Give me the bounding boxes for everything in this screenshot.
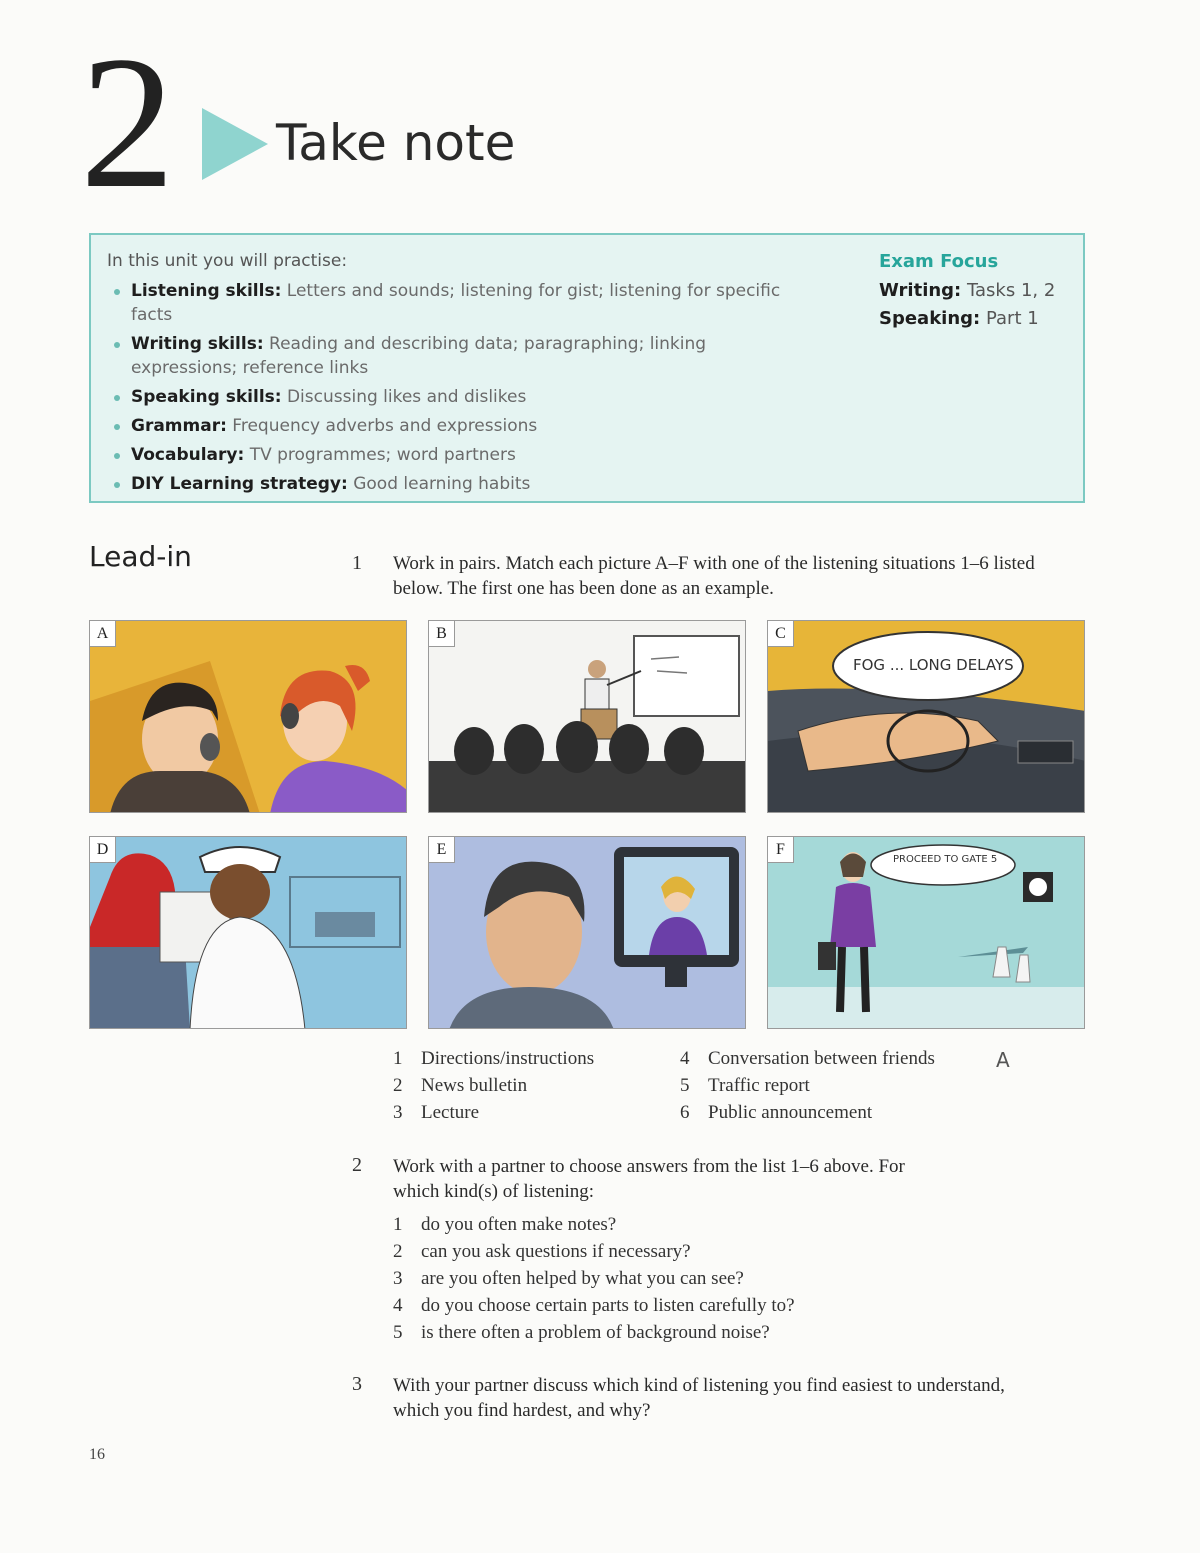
picture-b-label: B <box>429 621 455 647</box>
task-1-text: Work in pairs. Match each picture A–F with one of the listening situations 1–6 listed below. The first one has been done as an example. <box>393 553 1035 599</box>
task-2-questions <box>393 1214 795 1349</box>
question-text: are you often helped by what you can see? <box>421 1268 744 1289</box>
skill-item <box>113 414 813 438</box>
situation-number: 4 <box>680 1048 690 1069</box>
unit-number: 2 <box>80 18 175 228</box>
skill-item <box>113 443 813 467</box>
skill-label: Grammar: <box>131 416 227 436</box>
skill-text: Discussing likes and dislikes <box>286 387 527 407</box>
situation-item <box>393 1075 594 1102</box>
picture-d-label: D <box>90 837 116 863</box>
focus-intro: In this unit you will practise: <box>107 251 348 271</box>
skill-label: Vocabulary: <box>131 445 245 465</box>
situation-number: 1 <box>393 1048 403 1069</box>
picture-f-label: F <box>768 837 794 863</box>
situation-item <box>393 1048 594 1075</box>
skill-item <box>113 332 813 380</box>
situation-item <box>393 1102 594 1129</box>
exam-focus-heading: Exam Focus <box>879 251 999 272</box>
picture-d <box>89 836 407 1029</box>
picture-c-illustration <box>768 621 1085 813</box>
picture-a <box>89 620 407 813</box>
situation-text: News bulletin <box>421 1075 528 1096</box>
exam-focus <box>879 251 1055 336</box>
skill-text: Good learning habits <box>353 474 531 494</box>
skill-label: Writing skills: <box>131 334 264 354</box>
task-3-text: With your partner discuss which kind of listening you find easiest to understand, which you find hardest, and why? <box>393 1375 1005 1421</box>
question-number: 3 <box>393 1268 403 1289</box>
picture-f <box>767 836 1085 1029</box>
question-text: do you choose certain parts to listen carefully to? <box>421 1295 795 1316</box>
task-3-number: 3 <box>352 1373 362 1395</box>
picture-c-bubble: FOG ... LONG DELAYS <box>853 656 1014 674</box>
situation-text: Public announcement <box>708 1102 873 1123</box>
picture-e-label: E <box>429 837 455 863</box>
situation-text: Directions/instructions <box>421 1048 595 1069</box>
picture-c-label: C <box>768 621 794 647</box>
unit-title: Take note <box>276 114 516 172</box>
skill-text: Letters and sounds; listening for gist; listening for specific facts <box>131 281 781 325</box>
question-number: 2 <box>393 1241 403 1262</box>
exam-speaking <box>879 308 1055 329</box>
picture-a-label: A <box>90 621 116 647</box>
situation-item <box>680 1075 935 1102</box>
question-item <box>393 1322 795 1349</box>
situations-list-right <box>680 1048 935 1129</box>
situation-number: 6 <box>680 1102 690 1123</box>
page-number: 16 <box>89 1446 105 1463</box>
skill-text: TV programmes; word partners <box>249 445 516 465</box>
exam-speaking-value: Part 1 <box>985 308 1039 329</box>
skill-text: Reading and describing data; paragraphing; linking expressions; reference links <box>131 334 707 378</box>
unit-arrow-icon <box>202 108 268 180</box>
exam-writing-label: Writing: <box>879 280 962 301</box>
picture-e-illustration <box>429 837 746 1029</box>
question-item <box>393 1295 795 1322</box>
skill-item <box>113 472 813 496</box>
skill-label: Listening skills: <box>131 281 282 301</box>
question-number: 5 <box>393 1322 403 1343</box>
picture-c <box>767 620 1085 813</box>
question-item <box>393 1268 795 1295</box>
question-text: do you often make notes? <box>421 1214 617 1235</box>
skill-label: Speaking skills: <box>131 387 282 407</box>
question-number: 4 <box>393 1295 403 1316</box>
skills-list <box>113 279 813 501</box>
skill-label: DIY Learning strategy: <box>131 474 348 494</box>
skill-item <box>113 279 813 327</box>
question-item <box>393 1214 795 1241</box>
task-1-number: 1 <box>352 552 362 574</box>
example-answer: A <box>996 1048 1010 1072</box>
question-text: can you ask questions if necessary? <box>421 1241 691 1262</box>
situation-number: 2 <box>393 1075 403 1096</box>
question-item <box>393 1241 795 1268</box>
question-number: 1 <box>393 1214 403 1235</box>
picture-b-illustration <box>429 621 746 813</box>
picture-f-bubble: PROCEED TO GATE 5 <box>893 854 998 865</box>
picture-f-illustration <box>768 837 1085 1029</box>
exam-speaking-label: Speaking: <box>879 308 981 329</box>
situation-number: 3 <box>393 1102 403 1123</box>
unit-focus-box <box>89 233 1085 503</box>
lead-in-heading: Lead-in <box>89 540 192 573</box>
skill-text: Frequency adverbs and expressions <box>232 416 538 436</box>
question-text: is there often a problem of background noise? <box>421 1322 770 1343</box>
situation-item <box>680 1102 935 1129</box>
situation-text: Lecture <box>421 1102 480 1123</box>
situation-text: Traffic report <box>708 1075 810 1096</box>
picture-d-illustration <box>90 837 407 1029</box>
situation-text: Conversation between friends <box>708 1048 935 1069</box>
situations-list-left <box>393 1048 594 1129</box>
exam-writing <box>879 280 1055 301</box>
exam-writing-value: Tasks 1, 2 <box>967 280 1056 301</box>
picture-b <box>428 620 746 813</box>
picture-a-illustration <box>90 621 407 813</box>
skill-item <box>113 385 813 409</box>
situation-number: 5 <box>680 1075 690 1096</box>
picture-e <box>428 836 746 1029</box>
task-2-text: Work with a partner to choose answers from the list 1–6 above. For which kind(s) of listening: <box>393 1156 905 1202</box>
situation-item <box>680 1048 935 1075</box>
task-2-number: 2 <box>352 1154 362 1176</box>
